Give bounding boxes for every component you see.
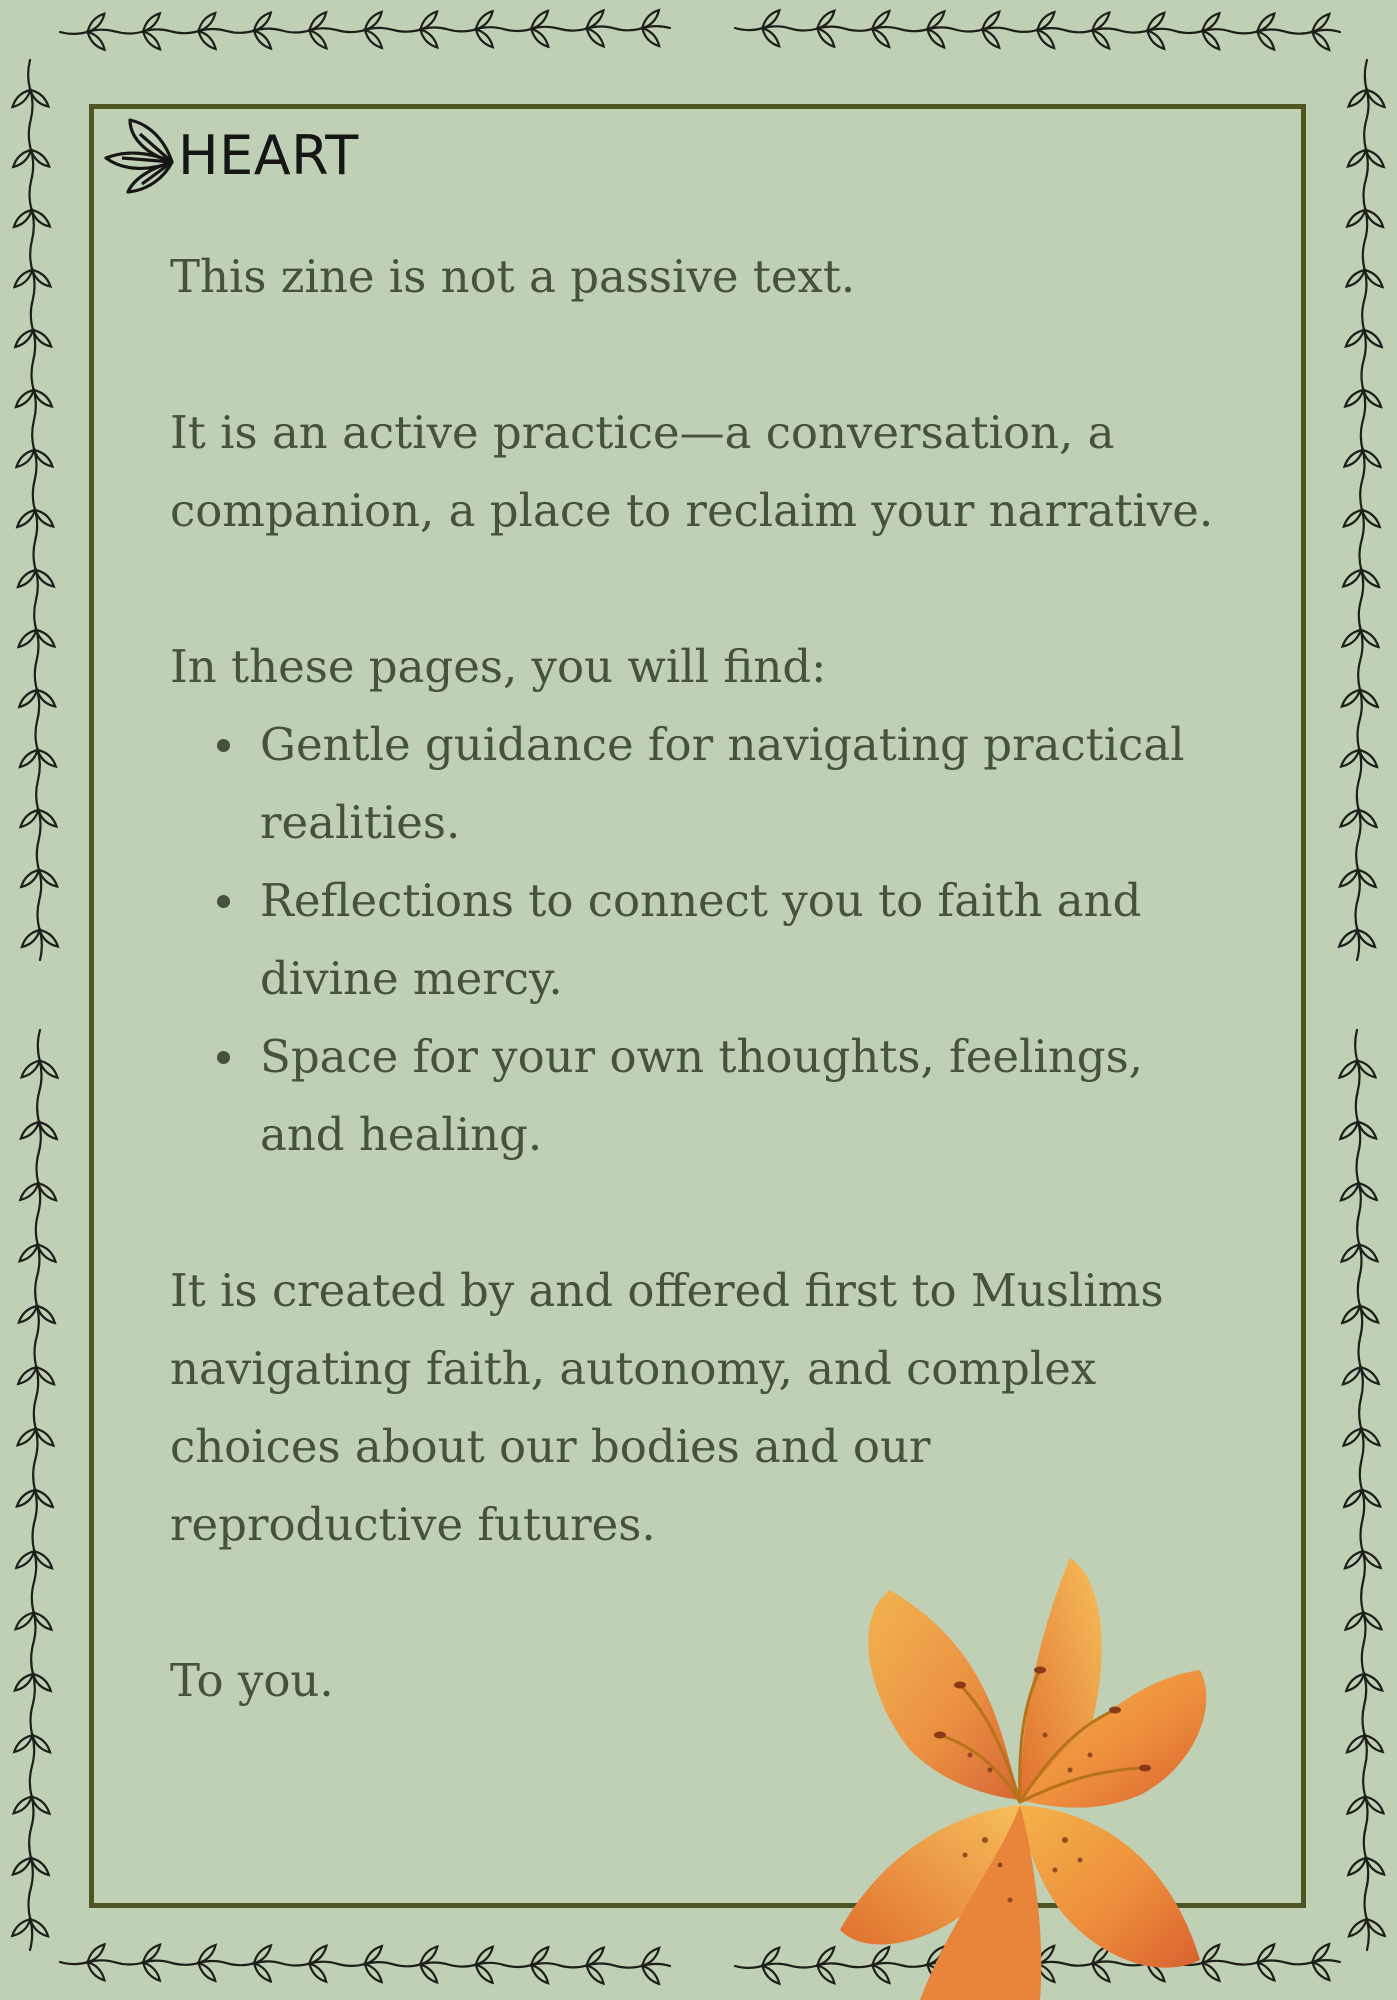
butterfly-wing-icon xyxy=(100,112,176,198)
created-paragraph: It is created by and offered first to Muslims navigating faith, autonomy, and complex choices about our bodies and our reproductive futures. xyxy=(170,1264,1164,1551)
brand-logo xyxy=(100,112,359,198)
intro-line: This zine is not a passive text. xyxy=(170,250,856,303)
list-item: Space for your own thoughts, feelings, and healing. xyxy=(170,1018,1230,1174)
list-item: Gentle guidance for navigating practical realities. xyxy=(170,706,1230,862)
list-item: Reflections to connect you to faith and divine mercy. xyxy=(170,862,1230,1018)
brand-name: HEART xyxy=(178,123,359,187)
zine-intro-text xyxy=(170,238,1230,1720)
practice-paragraph: It is an active practice—a conversation, a companion, a place to reclaim your narrative. xyxy=(170,406,1214,537)
lily-flower-illustration xyxy=(770,1540,1240,2000)
feature-list xyxy=(170,706,1230,1174)
closing-line: To you. xyxy=(170,1654,334,1707)
find-heading: In these pages, you will find: xyxy=(170,640,827,693)
